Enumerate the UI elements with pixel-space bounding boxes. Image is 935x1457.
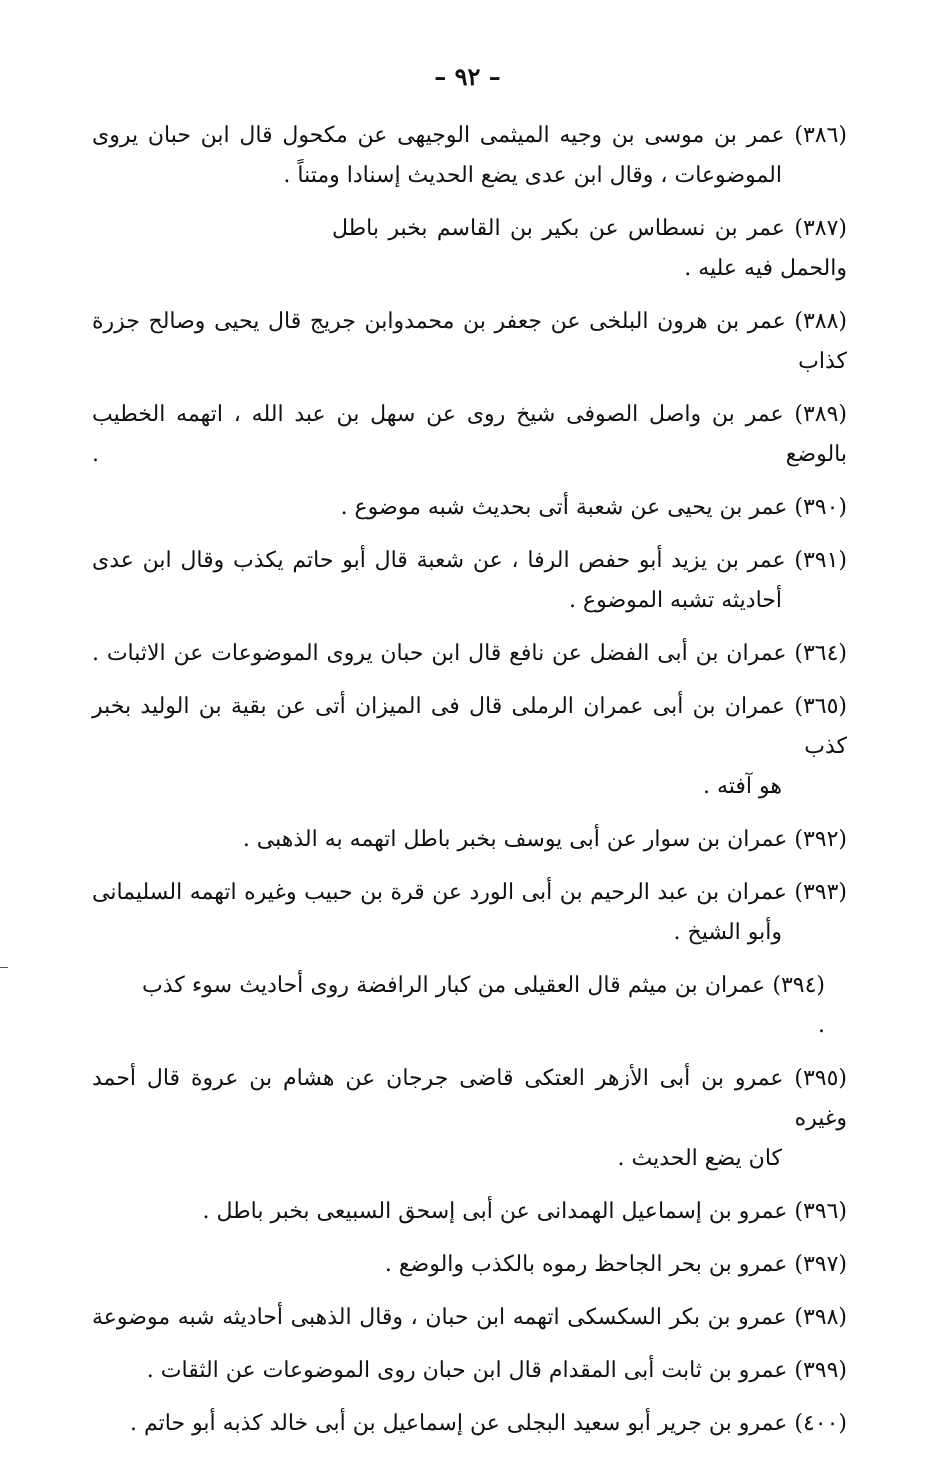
page-number: – ٩٢ –	[434, 62, 501, 91]
entry-line: (٣٨٩) عمر بن واصل الصوفى شيخ روى عن سهل بن عبد الله ، اتهمه الخطيب بالوضع .	[92, 402, 847, 467]
entry-line: الموضوعات ، وقال ابن عدى يضع الحديث إسنادا ومتناً .	[283, 163, 782, 188]
entry-line: (٣٩٧) عمرو بن بحر الجاحظ رموه بالكذب والوضع .	[384, 1252, 847, 1277]
entry-line: (٣٨٨) عمر بن هرون البلخى عن جعفر بن محمدوابن جريج قال يحيى وصالح جزرة كذاب	[92, 309, 847, 374]
entry-364	[92, 634, 847, 674]
entry-line: (٣٩٣) عمران بن عبد الرحيم بن أبى الورد عن قرة بن حبيب وغيره اتهمه السليمانى	[92, 880, 847, 905]
entry-line: وأبو الشيخ .	[673, 920, 782, 945]
entry-386	[92, 116, 847, 196]
entry-line: كان يضع الحديث .	[617, 1146, 782, 1171]
entry-line: (٣٦٥) عمران بن أبى عمران الرملى قال فى الميزان أتى عن بقية بن الوليد بخبر كذب	[92, 694, 847, 759]
entry-line: (٣٦٤) عمران بن أبى الفضل عن نافع قال ابن حبان يروى الموضوعات عن الاثبات .	[92, 641, 847, 666]
entry-387	[92, 209, 847, 289]
entry-399	[92, 1351, 847, 1391]
entry-398	[92, 1298, 847, 1338]
entry-list	[92, 116, 847, 1457]
entry-line: (٣٩١) عمر بن يزيد أبو حفص الرفا ، عن شعبة قال أبو حاتم يكذب وقال ابن عدى	[92, 548, 847, 573]
entry-391	[92, 541, 847, 621]
entry-line: (٣٩٨) عمرو بن بكر السكسكى اتهمه ابن حبان ، وقال الذهبى أحاديثه شبه موضوعة	[92, 1305, 847, 1330]
entry-line: (٣٩٦) عمرو بن إسماعيل الهمدانى عن أبى إسحق السبيعى بخبر باطل .	[202, 1199, 847, 1224]
entry-line: (٣٩٤) عمران بن ميثم قال العقيلى من كبار الرافضة روى أحاديث سوء كذب .	[142, 973, 825, 1038]
entry-line: أحاديثه تشبه الموضوع .	[569, 588, 782, 613]
entry-line: (٣٩٥) عمرو بن أبى الأزهر العتكى قاضى جرجان عن هشام بن عروة قال أحمد وغيره	[92, 1066, 847, 1131]
entry-line: هو آفته .	[702, 774, 782, 799]
entry-line: (٣٨٦) عمر بن موسى بن وجيه الميثمى الوجيهى عن مكحول قال ابن حبان يروى	[92, 123, 847, 148]
entry-392	[92, 820, 847, 860]
entry-line: (٣٩٢) عمران بن سوار عن أبى يوسف بخبر باطل اتهمه به الذهبى .	[242, 827, 847, 852]
entry-394	[92, 966, 847, 1046]
entry-395	[92, 1059, 847, 1179]
entry-389	[92, 395, 847, 475]
entry-393	[92, 873, 847, 953]
entry-line: (٣٩٩) عمرو بن ثابت أبى المقدام قال ابن حبان روى الموضوعات عن الثقات .	[146, 1358, 847, 1383]
entry-line: (٣٨٧) عمر بن نسطاس عن بكير بن القاسم بخبر باطل والحمل فيه عليه .	[332, 216, 847, 281]
entry-388	[92, 302, 847, 382]
entry-400	[92, 1404, 847, 1444]
entry-396	[92, 1192, 847, 1232]
margin-mark	[0, 967, 8, 968]
entry-365	[92, 687, 847, 807]
entry-390	[92, 488, 847, 528]
entry-line: (٤٠٠) عمرو بن جرير أبو سعيد البجلى عن إسماعيل بن أبى خالد كذبه أبو حاتم .	[130, 1411, 847, 1436]
entry-397	[92, 1245, 847, 1285]
entry-line: (٣٩٠) عمر بن يحيى عن شعبة أتى بحديث شبه موضوع .	[340, 495, 847, 520]
